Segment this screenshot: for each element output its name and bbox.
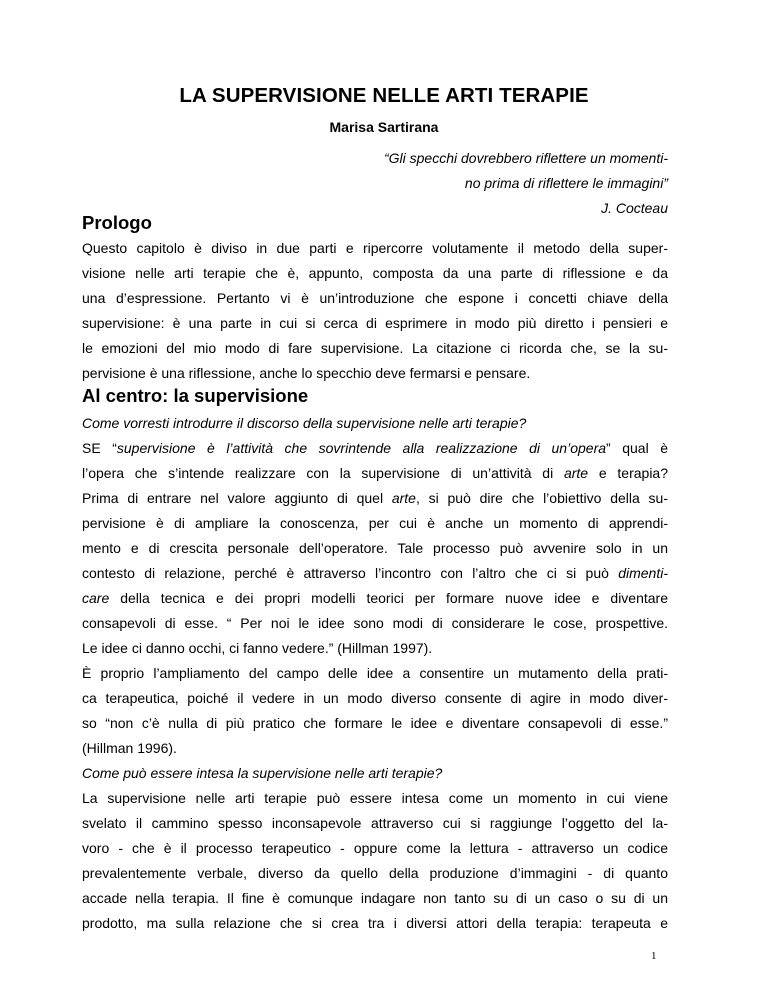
text-line: le emozioni del mio modo di fare supervisione. La citazione ci ricorda che, se la su- [82, 340, 668, 356]
text-line: contesto di relazione, perché è attraverso l’incontro con l’altro che ci si può dimenti- [82, 565, 668, 581]
text-line: visione nelle arti terapie che è, appunto, composta da una parte di riflessione e da [82, 265, 668, 281]
prologo-paragraph [82, 236, 668, 386]
text-line: SE “supervisione è l’attività che sovrintende alla realizzazione di un’opera” qual è [82, 440, 668, 456]
text-line: prodotto, ma sulla relazione che si crea tra i diversi attori della terapia: terapeuta e [82, 915, 668, 931]
section-heading-al-centro: Al centro: la supervisione [82, 385, 309, 406]
question-line: Come può essere intesa la supervisione nelle arti terapie? [82, 765, 443, 781]
author-name: Marisa Sartirana [329, 119, 439, 135]
question-line: Come vorresti introdurre il discorso della supervisione nelle arti terapie? [82, 415, 527, 431]
text-line: Questo capitolo è diviso in due parti e ripercorre volutamente il metodo della super- [82, 240, 668, 256]
page-number: 1 [651, 950, 657, 962]
text-line: prevalentemente verbale, diverso da quello della produzione d’immagini - di quanto [82, 865, 668, 881]
text-line: svelato il cammino spesso inconsapevole attraverso cui si raggiunge l’oggetto del la- [82, 815, 668, 831]
text-line: (Hillman 1996). [82, 740, 177, 756]
text-line: voro - che è il processo terapeutico - oppure come la lettura - attraverso un codice [82, 840, 668, 856]
section-heading-prologo: Prologo [82, 212, 152, 233]
text-line: pervisione è una riflessione, anche lo specchio deve fermarsi e pensare. [82, 365, 531, 381]
section-body [82, 411, 668, 936]
epigraph-line-1: “Gli specchi dovrebbero riflettere un momenti- [383, 150, 668, 166]
text-line: pervisione è di ampliare la conoscenza, per cui è anche un momento di apprendi- [82, 515, 668, 531]
text-line: Le idee ci danno occhi, ci fanno vedere.” (Hillman 1997). [82, 640, 433, 656]
text-line: care della tecnica e dei propri modelli teorici per formare nuove idee e diventare [82, 590, 668, 606]
epigraph-attribution: J. Cocteau [601, 200, 668, 216]
text-line: È proprio l’ampliamento del campo delle idee a consentire un mutamento della prati- [82, 665, 668, 681]
text-line: una d’espressione. Pertanto vi è un’introduzione che espone i concetti chiave della [82, 290, 668, 306]
text-line: Prima di entrare nel valore aggiunto di quel arte, si può dire che l’obiettivo della su- [82, 490, 668, 506]
document-title: LA SUPERVISIONE NELLE ARTI TERAPIE [179, 84, 589, 107]
text-line: La supervisione nelle arti terapie può essere intesa come un momento in cui viene [82, 790, 668, 806]
text-line: consapevoli di esse. “ Per noi le idee sono modi di considerare le cose, prospettive. [82, 615, 668, 631]
text-line: accade nella terapia. Il fine è comunque indagare non tanto su di un caso o su di un [82, 890, 668, 906]
epigraph-line-2: no prima di riflettere le immagini” [464, 175, 668, 191]
text-line: so “non c’è nulla di più pratico che formare le idee e diventare consapevoli di esse.” [82, 715, 668, 731]
text-line: l’opera che s’intende realizzare con la supervisione di un’attività di arte e terapia? [82, 465, 668, 481]
text-line: supervisione: è una parte in cui si cerca di esprimere in modo più diretto i pensieri e [82, 315, 668, 331]
text-line: ca terapeutica, poiché il vedere in un modo diverso consente di agire in modo diver- [82, 690, 668, 706]
text-line: mento e di crescita personale dell’operatore. Tale processo può avvenire solo in un [82, 540, 668, 556]
